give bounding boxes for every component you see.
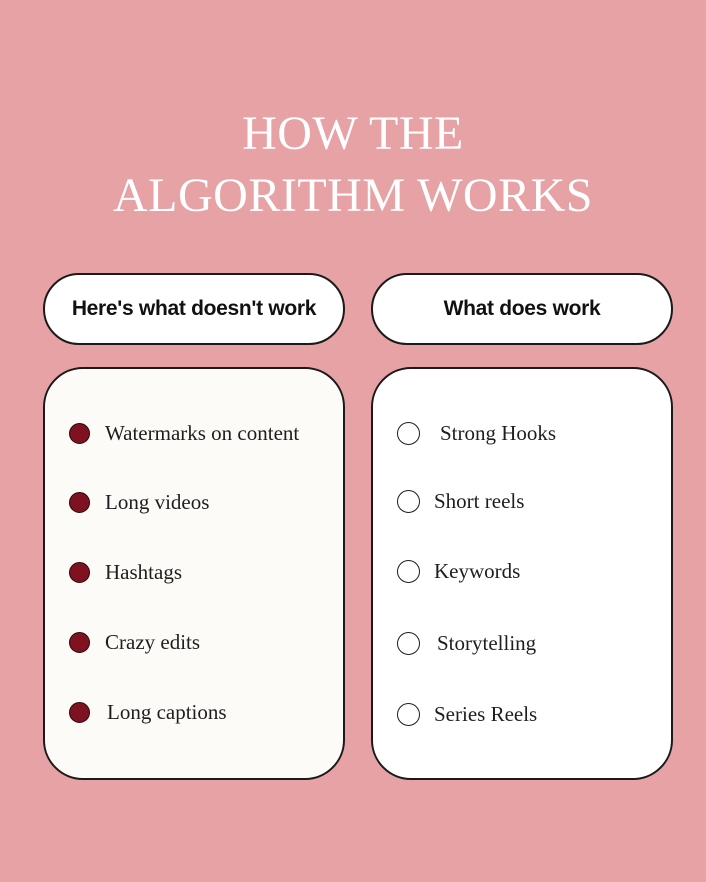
list-item [69,560,182,585]
doesnt-work-card [43,367,345,780]
filled-bullet-icon [69,702,90,723]
list-item [69,630,200,655]
empty-bullet-icon [397,703,420,726]
list-item-label: Short reels [434,489,525,513]
filled-bullet-icon [69,492,90,513]
list-item-label: Hashtags [105,560,182,584]
title-line-1: HOW THE [242,107,464,160]
list-item [69,490,209,515]
list-item [397,421,556,446]
filled-bullet-icon [69,562,90,583]
list-item [397,702,537,727]
filled-bullet-icon [69,632,90,653]
title-line-2: ALGORITHM WORKS [113,169,593,222]
list-item-label: Long videos [105,490,210,514]
list-item [397,489,524,514]
does-work-heading: What does work [371,273,673,345]
empty-bullet-icon [397,632,420,655]
list-item-label: Series Reels [434,702,538,726]
list-item-label: Strong Hooks [440,421,557,445]
list-item-label: Keywords [434,559,521,583]
list-item [69,421,299,446]
empty-bullet-icon [397,422,420,445]
list-item-label: Storytelling [437,631,537,655]
list-item-label: Watermarks on content [105,421,300,445]
list-item [69,700,227,725]
filled-bullet-icon [69,423,90,444]
empty-bullet-icon [397,490,420,513]
doesnt-work-heading: Here's what doesn't work [43,273,345,345]
list-item-label: Long captions [107,700,227,724]
empty-bullet-icon [397,560,420,583]
does-work-card [371,367,673,780]
list-item-label: Crazy edits [105,630,201,654]
list-item [397,559,520,584]
list-item [397,631,536,656]
